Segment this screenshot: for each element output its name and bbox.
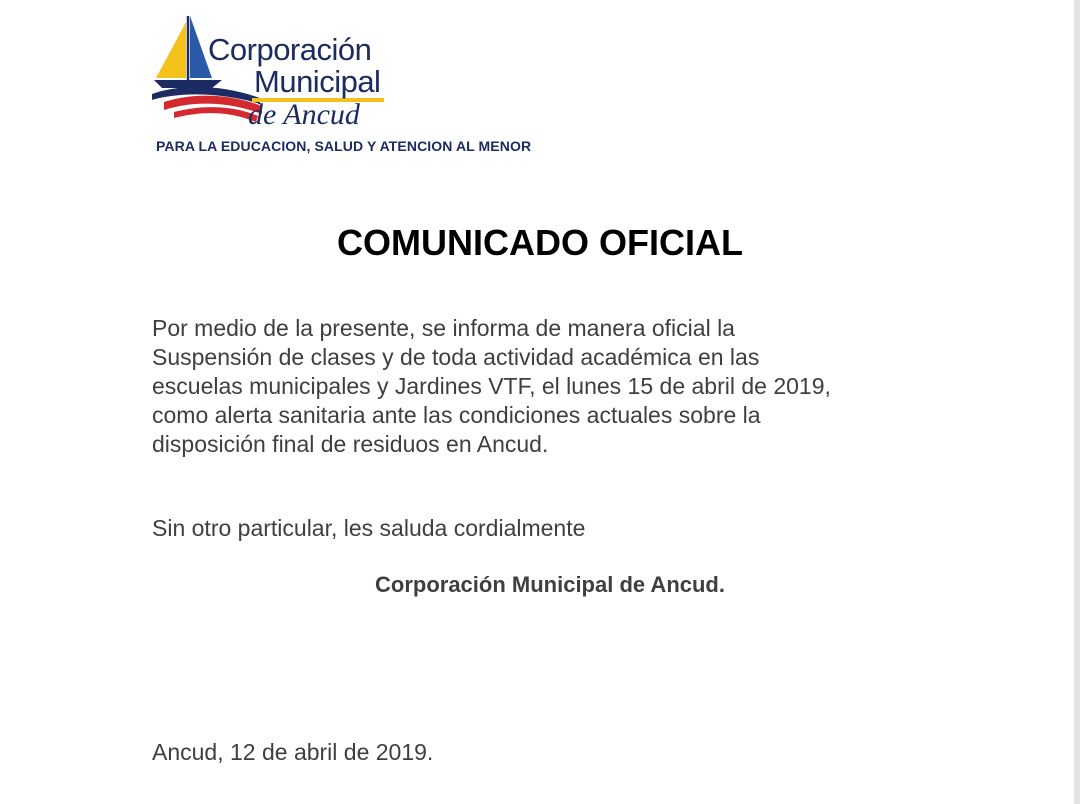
closing-line: Sin otro particular, les saluda cordialmente <box>152 515 586 541</box>
signature: Corporación Municipal de Ancud. <box>375 572 725 597</box>
document-body: Por medio de la presente, se informa de manera oficial la Suspensión de clases y de toda actividad académica en las escuelas municipales y Jardines VTF, el lunes 15 de abril de 2019, como alerta sanitaria ante las condiciones actuales sobre la disposición final de residuos en Ancud. <box>152 315 831 457</box>
document-date: Ancud, 12 de abril de 2019. <box>152 739 434 765</box>
logo-text-municipal: Municipal <box>254 64 381 99</box>
logo-text-de-ancud: de Ancud <box>248 98 360 131</box>
logo-text-corporacion: Corporación <box>208 32 372 67</box>
corporation-logo <box>150 14 390 132</box>
logo-tagline: PARA LA EDUCACION, SALUD Y ATENCION AL MENOR <box>156 138 532 154</box>
page-edge <box>1074 0 1080 804</box>
document-title: COMUNICADO OFICIAL <box>337 222 743 263</box>
